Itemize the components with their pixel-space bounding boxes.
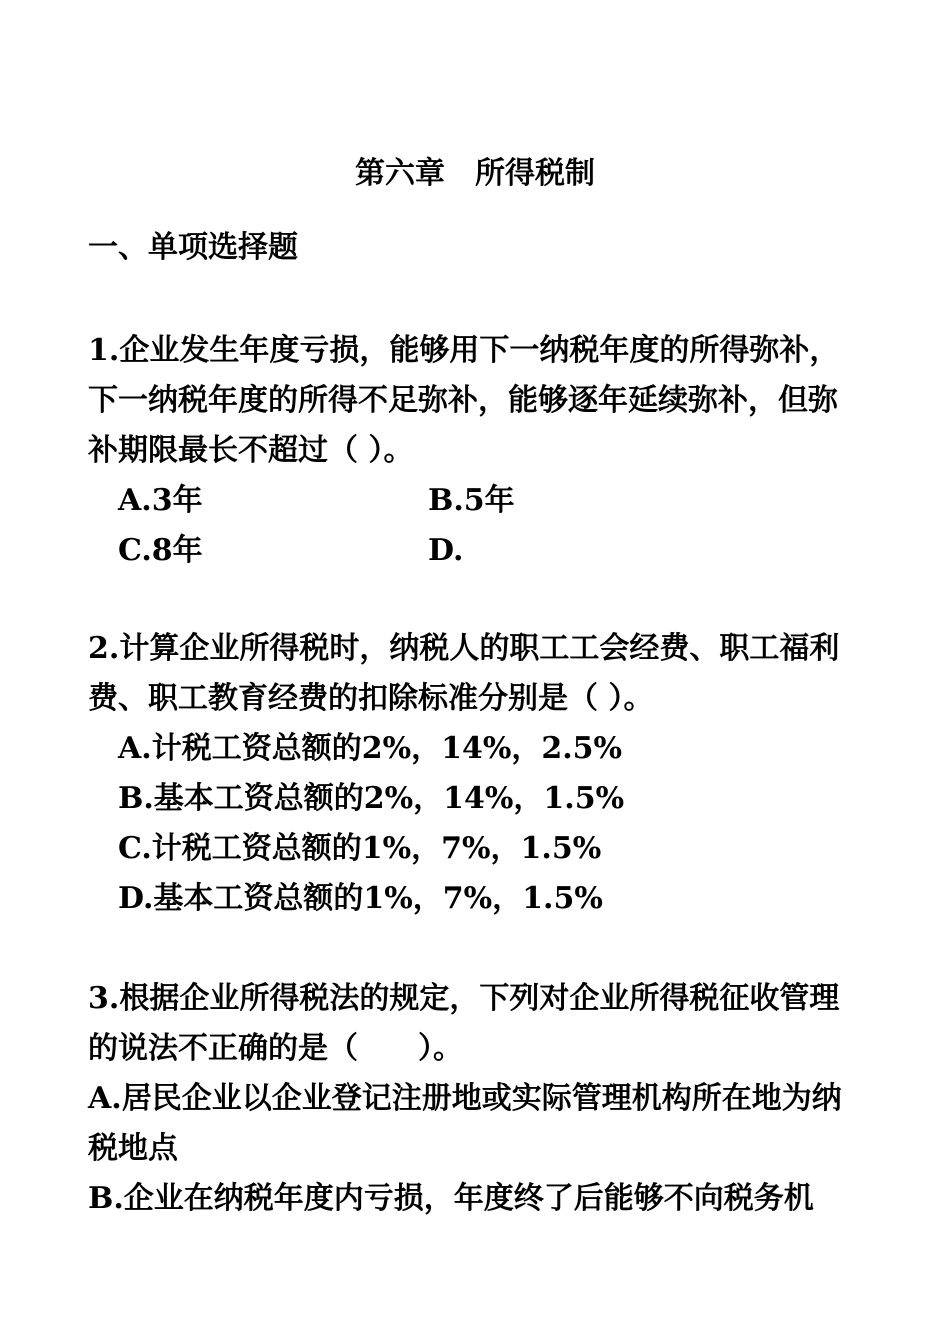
question-2-options <box>88 724 863 924</box>
question-1-option-d: D. <box>428 533 464 568</box>
question-1-options <box>88 476 863 576</box>
question-3-option-b: B.企业在纳税年度内亏损，年度终了后能够不向税务机 <box>88 1181 814 1216</box>
question-2-option-d: D.基本工资总额的1%，7%，1.5% <box>118 881 603 916</box>
question-1-stem: 1.企业发生年度亏损，能够用下一纳税年度的所得弥补，下一纳税年度的所得不足弥补，能够逐年延续弥补，但弥补期限最长不超过（ ）。 <box>88 333 840 468</box>
chapter-title: 第六章 所得税制 <box>355 156 595 191</box>
question-2 <box>88 624 863 924</box>
question-1 <box>88 326 863 576</box>
question-2-option-a: A.计税工资总额的2%，14%，2.5% <box>118 731 623 766</box>
section-heading: 一、单项选择题 <box>88 230 298 265</box>
question-3-options <box>88 1074 863 1224</box>
question-3-stem: 3.根据企业所得税法的规定，下列对企业所得税征收管理的说法不正确的是（ ）。 <box>88 981 840 1066</box>
question-1-option-c: C.8年 <box>118 533 203 568</box>
question-1-option-b: B.5年 <box>428 483 515 518</box>
question-3-option-a: A.居民企业以企业登记注册地或实际管理机构所在地为纳税地点 <box>88 1081 842 1166</box>
question-1-option-a: A.3年 <box>118 483 203 518</box>
question-2-option-c: C.计税工资总额的1%，7%，1.5% <box>118 831 602 866</box>
question-3 <box>88 974 863 1224</box>
question-2-option-b: B.基本工资总额的2%，14%，1.5% <box>118 781 625 816</box>
question-2-stem: 2.计算企业所得税时，纳税人的职工工会经费、职工福利费、职工教育经费的扣除标准分别是（ ）。 <box>88 631 840 716</box>
